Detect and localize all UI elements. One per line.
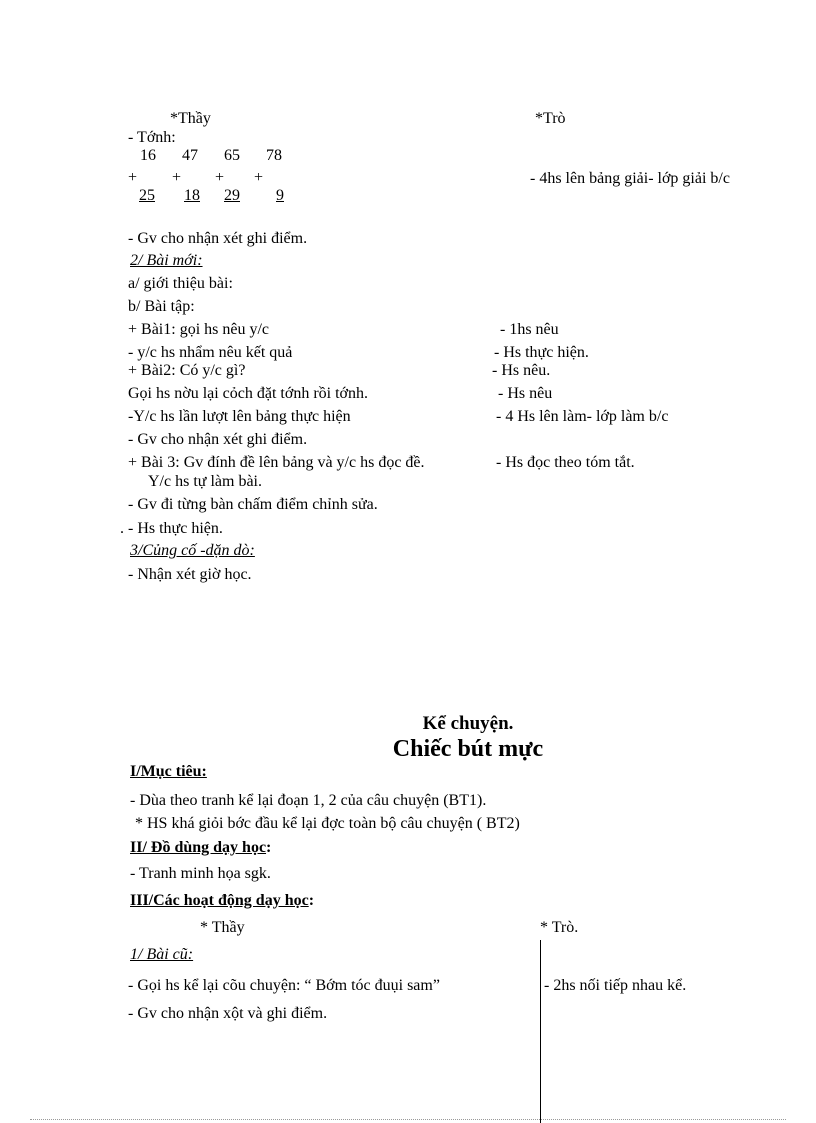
- calc-bottom-number: 18: [184, 187, 200, 204]
- column-divider: [540, 940, 541, 1123]
- teacher-column-header: * Thầy: [200, 919, 245, 936]
- section-heading: 2/ Bài mới:: [130, 252, 203, 269]
- section-heading: [130, 840, 271, 856]
- calc-top-number: 47: [182, 147, 198, 164]
- teacher-line: + Bài2: Có y/c gì?: [128, 362, 246, 379]
- teacher-line: a/ giới thiệu bài:: [128, 275, 233, 292]
- teacher-line: + Bài 3: Gv đính đề lên bảng và y/c hs đọc đề.: [128, 454, 425, 471]
- student-line: - Hs nêu.: [492, 362, 551, 379]
- lesson-title: Chiếc bút mực: [392, 736, 544, 762]
- lesson-subject: Kể chuyện.: [422, 713, 514, 734]
- teacher-line: - Gv đi từng bàn chấm điểm chỉnh sửa.: [128, 496, 378, 513]
- student-line: - 4 Hs lên làm- lớp làm b/c: [496, 408, 669, 425]
- goal-line: - Dùa theo tranh kể lại đoạn 1, 2 của câu chuyện (BT1).: [130, 792, 487, 809]
- student-column-header: * Trò.: [540, 919, 579, 936]
- section-heading: [130, 893, 314, 909]
- calc-top-number: 78: [266, 147, 282, 164]
- section-heading-text: II/ Đồ dùng dạy học: [130, 839, 267, 856]
- teacher-line: Y/c hs tự làm bài.: [148, 473, 262, 490]
- calc-top-number: 65: [224, 147, 240, 164]
- section-heading: I/Mục tiêu:: [130, 763, 207, 780]
- student-line: - 2hs nối tiếp nhau kể.: [544, 977, 687, 994]
- teacher-line: -Y/c hs lần lượt lên bảng thực hiện: [128, 408, 351, 425]
- teacher-line: - Gọi hs kể lại cõu chuyện: “ Bớm tóc đuụi sam”: [128, 977, 440, 994]
- teacher-line: - Gv cho nhận xột và ghi điểm.: [128, 1005, 328, 1022]
- calc-bottom-number: 25: [139, 187, 155, 204]
- page-bottom-border: [30, 1119, 786, 1120]
- teacher-line: . - Hs thực hiện.: [120, 520, 223, 537]
- section-heading-colon: :: [308, 892, 315, 909]
- student-calc-note: - 4hs lên bảng giải- lớp giải b/c: [530, 170, 730, 187]
- plus-sign: +: [172, 169, 182, 186]
- teaching-aid-item: - Tranh minh họa sgk.: [130, 865, 271, 882]
- plus-sign: +: [215, 169, 225, 186]
- plus-sign: +: [254, 169, 264, 186]
- teacher-line: + Bài1: gọi hs nêu y/c: [128, 321, 270, 338]
- calc-top-number: 16: [140, 147, 156, 164]
- teacher-line: - Gv cho nhận xét ghi điểm.: [128, 431, 308, 448]
- teacher-column-header: *Thầy: [170, 110, 211, 127]
- teacher-line: - y/c hs nhẩm nêu kết quả: [128, 344, 293, 361]
- section-heading: 1/ Bài cũ:: [130, 946, 194, 963]
- student-line: - Hs thực hiện.: [494, 344, 589, 361]
- calc-bottom-number: 9: [276, 187, 284, 204]
- student-line: - 1hs nêu: [500, 321, 559, 338]
- student-column-header: *Trò: [535, 110, 566, 127]
- student-line: - Hs đọc theo tóm tắt.: [496, 454, 635, 471]
- calc-label: - Tớnh:: [128, 129, 176, 146]
- teacher-line: Gọi hs nờu lại cỏch đặt tớnh rồi tớnh.: [128, 385, 369, 402]
- goal-line: * HS khá giỏi bớc đầu kể lại đợc toàn bộ câu chuyện ( BT2): [135, 815, 520, 832]
- section-heading: 3/Củng cố -dặn dò:: [130, 542, 255, 559]
- calc-bottom-number: 29: [224, 187, 240, 204]
- student-line: - Hs nêu: [498, 385, 553, 402]
- plus-sign: +: [128, 169, 138, 186]
- section-heading-colon: :: [266, 839, 272, 856]
- teacher-line: - Nhận xét giờ học.: [128, 566, 252, 583]
- teacher-line: - Gv cho nhận xét ghi điểm.: [128, 230, 308, 247]
- section-heading-text: III/Các hoạt động dạy học: [130, 892, 309, 909]
- teacher-line: b/ Bài tập:: [128, 298, 195, 315]
